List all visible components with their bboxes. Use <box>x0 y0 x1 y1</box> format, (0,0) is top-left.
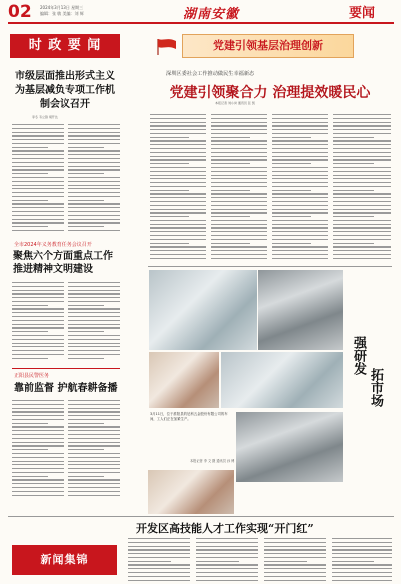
center-byline: 本报记者 刘小岗 通讯员 张 凯 <box>215 101 255 105</box>
left-headline-1: 市级层面推出形式主义为基层减负专项工作机制会议召开 <box>15 71 115 110</box>
center-headline: 党建引领聚合力 治理提效暖民心 <box>169 85 371 101</box>
side-label-2: 拓市场 <box>368 368 383 407</box>
paper-logo: 湖南安徽 <box>183 7 240 22</box>
photo-factory-5 <box>236 412 343 482</box>
left-body-1b <box>68 124 120 234</box>
photo-factory-6 <box>148 470 234 514</box>
bottom-rule <box>8 516 394 517</box>
editor-line: 编辑：张 敏 美编：刘 辉 <box>40 11 84 16</box>
section-title: 要闻 <box>349 6 376 21</box>
left-headline-2: 聚焦六个方面重点工作推进精神文明建设 <box>13 251 113 275</box>
left-kicker-2: 全市2024年义务教育任务会议召开 <box>14 242 92 248</box>
party-banner-title: 党建引领基层治理创新 <box>213 39 323 52</box>
news-banner-title: 时 政 要 闻 <box>28 38 102 53</box>
news-box-title: 新闻集锦 <box>40 553 89 566</box>
left-divider <box>12 368 120 369</box>
page-number: 02 <box>8 2 32 22</box>
left-body-2b <box>68 282 120 361</box>
left-byline-1: 李冬 韦立锋 胡开达 <box>32 115 58 119</box>
left-kicker-3: 正阳县民警医务 <box>14 373 50 379</box>
side-label-1: 强研发 <box>351 336 366 375</box>
bottom-body-col1 <box>128 538 190 583</box>
news-box <box>12 545 117 575</box>
party-banner <box>182 34 354 58</box>
photo-credit: 本报记者 李 文 摄 通讯员 孙 博 <box>190 459 235 463</box>
left-body-2 <box>12 282 64 361</box>
bottom-body-col2 <box>196 538 258 583</box>
flag-icon <box>156 38 178 56</box>
news-banner <box>10 34 120 58</box>
photo-caption: 3月11日，位于淮阳县的尼科五金股份有限公司的车间，工人们正在加紧生产。 <box>150 412 228 421</box>
bottom-body-col3 <box>264 538 326 583</box>
date-line: 2024年3月13日 星期三 <box>40 5 84 10</box>
bottom-body-col4 <box>332 538 392 583</box>
photo-factory-3 <box>149 352 219 408</box>
left-headline-3: 靠前监督 护航春耕备播 <box>14 383 118 394</box>
masthead-rule <box>8 22 394 24</box>
left-body-1 <box>12 124 64 234</box>
photo-factory-1 <box>149 270 257 350</box>
photo-factory-4 <box>221 352 343 408</box>
left-body-3b <box>68 400 120 498</box>
center-body-col4 <box>333 114 391 261</box>
left-body-3 <box>12 400 64 498</box>
section-divider <box>148 266 392 267</box>
center-body-col3 <box>272 114 328 261</box>
center-body-col2 <box>211 114 267 261</box>
center-kicker: 深圳区委社会工作推动做民生幸福新态 <box>166 71 255 77</box>
center-body-col1 <box>150 114 206 261</box>
photo-factory-2 <box>258 270 343 350</box>
bottom-headline: 开发区高技能人才工作实现“开门红” <box>136 522 314 535</box>
